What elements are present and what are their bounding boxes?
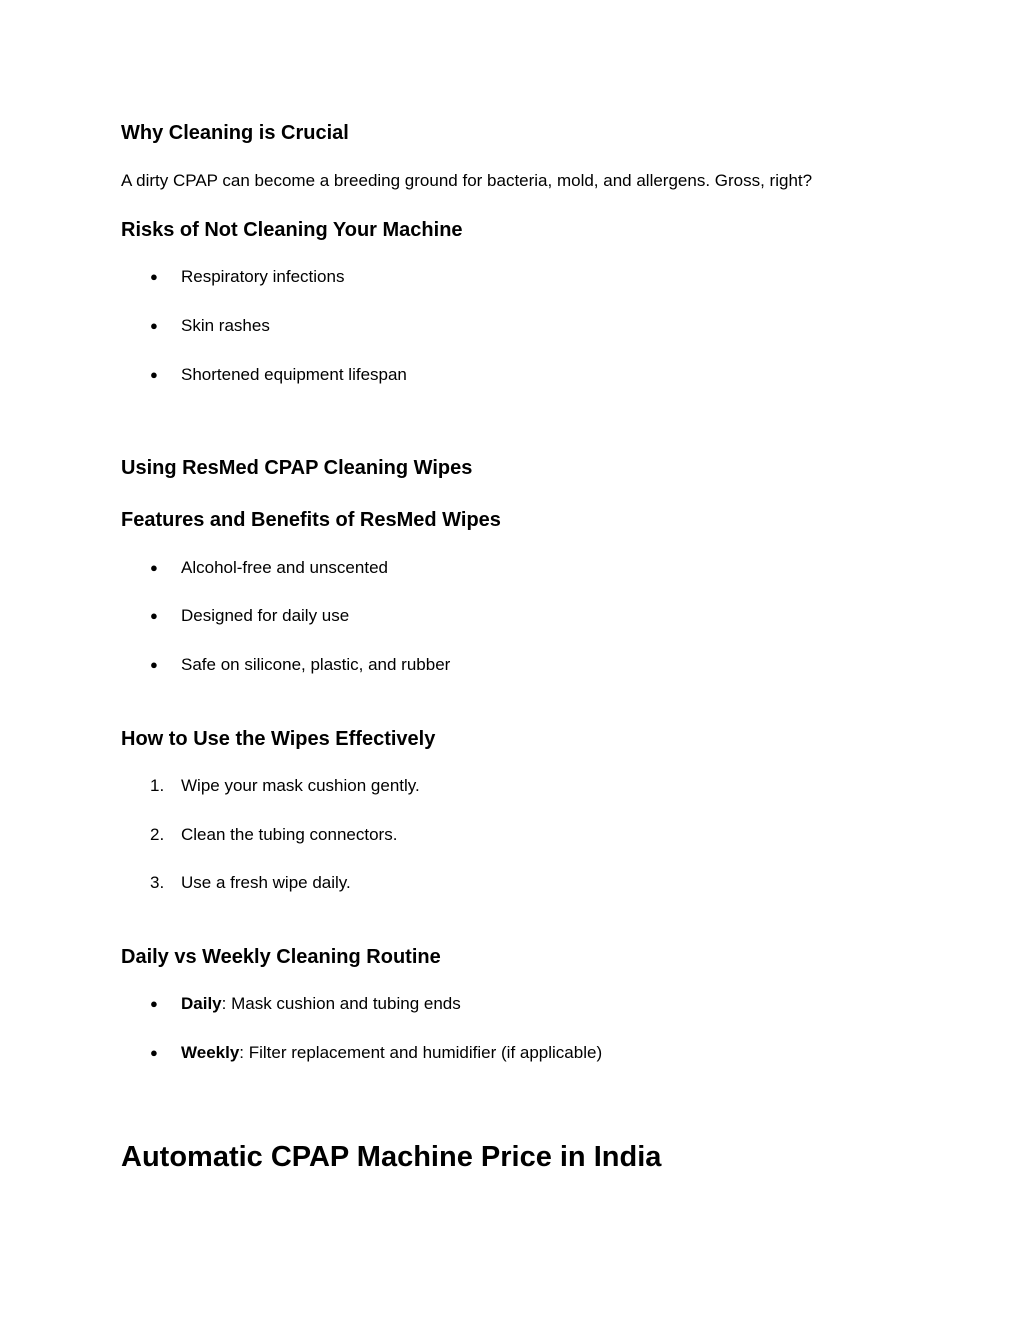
heading-features: Features and Benefits of ResMed Wipes [121, 509, 501, 531]
bullet-icon: ● [150, 560, 158, 575]
list-number: 2. [150, 825, 165, 844]
heading-routine: Daily vs Weekly Cleaning Routine [121, 946, 441, 968]
list-item-text [181, 1042, 602, 1064]
list-number: 1. [150, 776, 165, 795]
list-item-text: Use a fresh wipe daily. [181, 873, 351, 892]
list-item-text: Shortened equipment lifespan [181, 365, 407, 384]
list-number: 3. [150, 873, 165, 892]
term-description: : Mask cushion and tubing ends [221, 994, 461, 1013]
heading-how-to-use: How to Use the Wipes Effectively [121, 728, 436, 750]
list-item-text [181, 993, 461, 1015]
heading-using-wipes: Using ResMed CPAP Cleaning Wipes [121, 457, 473, 479]
term-daily: Daily [181, 994, 222, 1013]
bullet-icon: ● [150, 318, 158, 333]
list-item-text: Designed for daily use [181, 606, 350, 625]
heading-risks: Risks of Not Cleaning Your Machine [121, 219, 463, 241]
paragraph-dirty-cpap: A dirty CPAP can become a breeding ground for bacteria, mold, and allergens. Gross, right? [121, 171, 813, 190]
bullet-icon: ● [150, 269, 158, 284]
term-weekly: Weekly [181, 1043, 240, 1062]
list-item-text: Respiratory infections [181, 267, 345, 286]
bullet-icon: ● [150, 996, 158, 1011]
term-description: : Filter replacement and humidifier (if applicable) [239, 1043, 603, 1062]
list-item-text: Safe on silicone, plastic, and rubber [181, 655, 451, 674]
list-item-text: Alcohol-free and unscented [181, 558, 388, 577]
list-item-text: Clean the tubing connectors. [181, 825, 398, 844]
list-item-text: Skin rashes [181, 316, 270, 335]
bullet-icon: ● [150, 657, 158, 672]
bullet-icon: ● [150, 1045, 158, 1060]
list-item-text: Wipe your mask cushion gently. [181, 776, 420, 795]
bullet-icon: ● [150, 608, 158, 623]
heading-why-cleaning: Why Cleaning is Crucial [121, 122, 349, 144]
heading-price-india: Automatic CPAP Machine Price in India [121, 1141, 662, 1173]
bullet-icon: ● [150, 367, 158, 382]
